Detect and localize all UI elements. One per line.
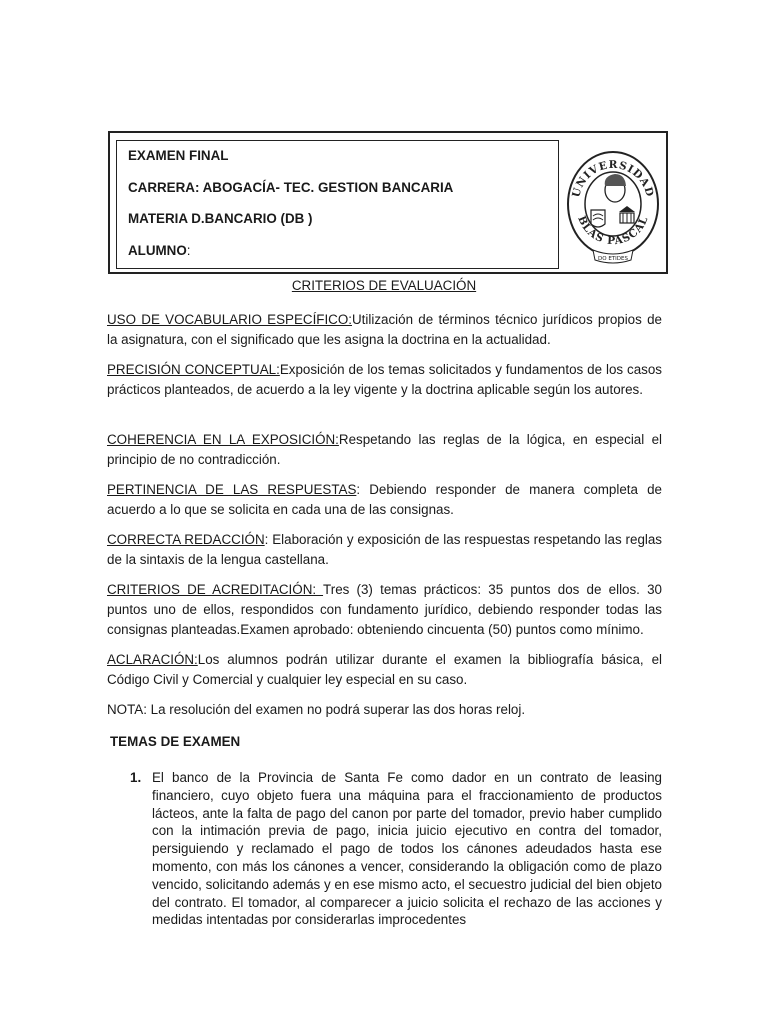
- student-colon: :: [186, 243, 191, 258]
- subject-line: MATERIA D.BANCARIO (DB ): [128, 211, 313, 226]
- svg-text:BLAS PASCAL: [575, 214, 650, 247]
- note-paragraph: NOTA: La resolución del examen no podrá superar las dos horas reloj.: [107, 702, 526, 717]
- criterion-vocabulary: USO DE VOCABULARIO ESPECÍFICO:Utilización de términos técnico jurídicos propios de la asignatura, con el significado que les asigna la doctrina en la actualidad.: [107, 312, 662, 347]
- clarification-paragraph: ACLARACIÓN:Los alumnos podrán utilizar durante el examen la bibliografía básica, el Código Civil y Comercial y cualquier ley especial en su caso.: [107, 652, 662, 687]
- student-line: [128, 243, 191, 258]
- criterion-pertinence: PERTINENCIA DE LAS RESPUESTAS: Debiendo responder de manera completa de acuerdo a lo que se solicita en cada una de las consignas.: [107, 482, 662, 517]
- evaluation-criteria-title: CRITERIOS DE EVALUACIÓN: [291, 278, 477, 293]
- career-line: CARRERA: ABOGACÍA- TEC. GESTION BANCARIA: [128, 180, 454, 195]
- seal-ribbon-text: DO ETIDES: [598, 256, 628, 262]
- seal-bottom-text: BLAS PASCAL: [575, 214, 651, 248]
- student-label: ALUMNO: [128, 243, 187, 258]
- exam-title: EXAMEN FINAL: [128, 148, 229, 163]
- criterion-writing: CORRECTA REDACCIÓN: Elaboración y exposición de las respuestas respetando las reglas de la sintaxis de la lengua castellana.: [107, 532, 663, 567]
- university-seal-logo: [565, 146, 661, 268]
- exam-themes-heading: TEMAS DE EXAMEN: [110, 734, 241, 749]
- criterion-coherence: COHERENCIA EN LA EXPOSICIÓN:Respetando las reglas de la lógica, en especial el principio de no contradicción.: [107, 432, 662, 467]
- exam-item-1-text: El banco de la Provincia de Santa Fe como dador en un contrato de leasing financiero, cuyo objeto fuera una máquina para el fraccionamiento de productos lácteos, ante la falta de pago del canon por parte del tomador, previo haber cumplido con la intimación previa de pago, inicia juicio ejecutivo en contra del tomador, persiguiendo y reclamado el pago de todos los cánones adeudados hasta ese momento, con más los cánones a vencer, considerando la obligación como de plazo vencido, solicitando además y en ese mismo acto, el secuestro judicial del bien objeto del contrato. El tomador, al comparecer a juicio solicita el rechazo de las acciones y medidas intentadas por considerarlas improcedentes: [152, 770, 662, 928]
- item-number: 1.: [130, 770, 142, 785]
- criterion-conceptual-precision: PRECISIÓN CONCEPTUAL:Exposición de los temas solicitados y fundamentos de los casos prácticos planteados, de acuerdo a la ley vigente y la doctrina aplicable según los autores.: [107, 362, 662, 397]
- criterion-accreditation: CRITERIOS DE ACREDITACIÓN: Tres (3) temas prácticos: 35 puntos dos de ellos. 30 puntos uno de ellos, respondidos con fundamento jurídico, debiendo responder todas las consignas planteadas.Examen aprobado: obteniendo cincuenta (50) puntos como mínimo.: [107, 582, 662, 637]
- seal-top-text: UNIVERSIDAD: [570, 158, 656, 199]
